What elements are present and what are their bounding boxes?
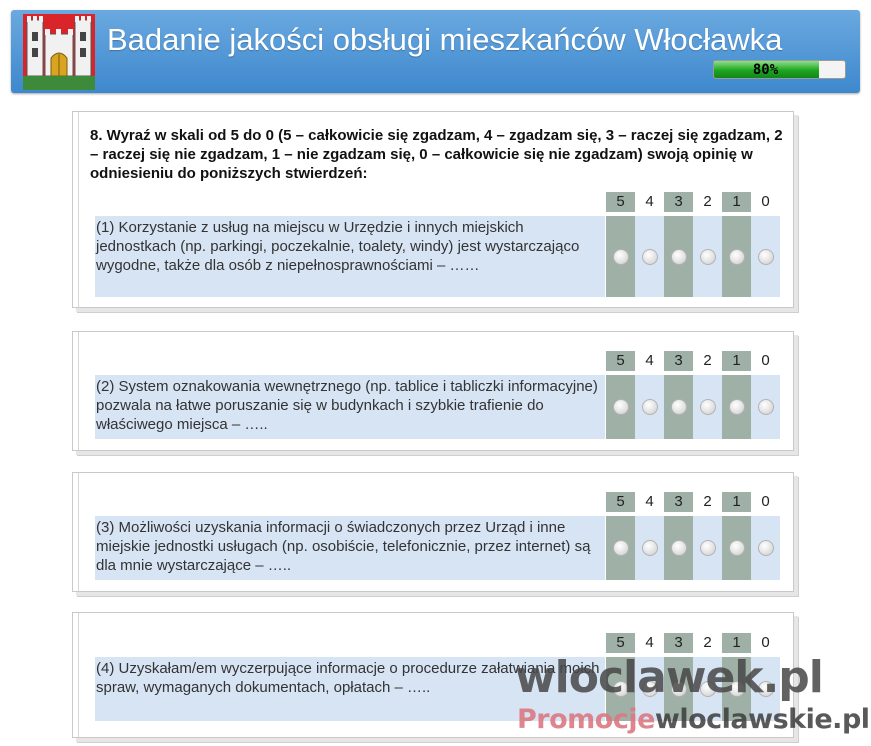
radio-option-4[interactable] bbox=[642, 540, 658, 556]
radio-option-1[interactable] bbox=[729, 399, 745, 415]
statement-text: (3) Możliwości uzyskania informacji o świadczonych przez Urząd i inne miejskie jednostki usługach (np. osobiście, telefonicznie, przez internet) są dla mnie wystarczające – ….. bbox=[95, 516, 605, 580]
scale-header bbox=[606, 351, 780, 371]
radio-option-4[interactable] bbox=[642, 399, 658, 415]
scale-label-1: 1 bbox=[722, 192, 751, 212]
scale-label-5: 5 bbox=[606, 492, 635, 512]
scale-label-4: 4 bbox=[645, 352, 654, 369]
option-cell-2 bbox=[693, 516, 722, 580]
scale-label-4: 4 bbox=[645, 493, 654, 510]
scale-label-4: 4 bbox=[645, 634, 654, 651]
option-cell-4 bbox=[635, 375, 664, 439]
radio-option-1[interactable] bbox=[729, 249, 745, 265]
radio-option-1[interactable] bbox=[729, 540, 745, 556]
city-coat-of-arms-icon bbox=[23, 14, 95, 90]
scale-label-0: 0 bbox=[761, 493, 770, 510]
option-cell-3 bbox=[664, 516, 693, 580]
scale-label-0: 0 bbox=[761, 193, 770, 210]
radio-option-0[interactable] bbox=[758, 249, 774, 265]
progress-label: 80% bbox=[752, 62, 779, 78]
statement-row-1 bbox=[95, 216, 780, 297]
statement-row-2 bbox=[95, 375, 780, 439]
watermark-promo-prefix: Promocje bbox=[517, 704, 655, 735]
radio-option-0[interactable] bbox=[758, 540, 774, 556]
scale-label-1: 1 bbox=[722, 351, 751, 371]
scale-header bbox=[606, 633, 780, 653]
radio-option-5[interactable] bbox=[613, 540, 629, 556]
option-cell-4 bbox=[635, 516, 664, 580]
scale-label-2: 2 bbox=[703, 634, 712, 651]
question-card-2 bbox=[72, 331, 794, 451]
option-cell-0 bbox=[751, 216, 780, 297]
option-cell-5 bbox=[606, 216, 635, 297]
scale-label-3: 3 bbox=[664, 633, 693, 653]
scale-label-2: 2 bbox=[703, 352, 712, 369]
radio-option-4[interactable] bbox=[642, 249, 658, 265]
scale-header bbox=[606, 492, 780, 512]
question-title: 8. Wyraź w skali od 5 do 0 (5 – całkowicie się zgadzam, 4 – zgadzam się, 3 – raczej się zgadzam, 2 – raczej się nie zgadzam, 1 – nie zgadzam się, 0 – całkowicie się nie zgadzam) swoją opinię w odniesieniu do poniższych stwierdzeń: bbox=[90, 127, 783, 182]
radio-option-2[interactable] bbox=[700, 540, 716, 556]
scale-label-4: 4 bbox=[645, 193, 654, 210]
scale-label-3: 3 bbox=[664, 192, 693, 212]
radio-option-3[interactable] bbox=[671, 540, 687, 556]
radio-option-5[interactable] bbox=[613, 249, 629, 265]
scale-label-3: 3 bbox=[664, 351, 693, 371]
option-cell-5 bbox=[606, 516, 635, 580]
option-cell-1 bbox=[722, 516, 751, 580]
question-card-3 bbox=[72, 472, 794, 592]
question-card-1 bbox=[72, 111, 794, 308]
option-cell-5 bbox=[606, 375, 635, 439]
scale-label-5: 5 bbox=[606, 192, 635, 212]
progress-bar bbox=[713, 60, 846, 79]
option-cell-2 bbox=[693, 375, 722, 439]
scale-label-0: 0 bbox=[761, 352, 770, 369]
radio-option-5[interactable] bbox=[613, 399, 629, 415]
scale-label-2: 2 bbox=[703, 493, 712, 510]
option-cell-0 bbox=[751, 375, 780, 439]
radio-option-2[interactable] bbox=[700, 399, 716, 415]
radio-option-3[interactable] bbox=[671, 399, 687, 415]
scale-label-5: 5 bbox=[606, 351, 635, 371]
radio-option-0[interactable] bbox=[758, 399, 774, 415]
survey-header bbox=[11, 10, 860, 93]
scale-label-5: 5 bbox=[606, 633, 635, 653]
option-cell-4 bbox=[635, 216, 664, 297]
watermark-site: wloclawek.pl bbox=[515, 652, 823, 703]
option-cell-1 bbox=[722, 375, 751, 439]
scale-label-0: 0 bbox=[761, 634, 770, 651]
option-cell-2 bbox=[693, 216, 722, 297]
option-cell-3 bbox=[664, 216, 693, 297]
watermark-promo bbox=[517, 704, 870, 735]
scale-label-2: 2 bbox=[703, 193, 712, 210]
scale-label-1: 1 bbox=[722, 492, 751, 512]
scale-label-1: 1 bbox=[722, 633, 751, 653]
statement-text: (4) Uzyskałam/em wyczerpujące informacje o procedurze załatwiania moich spraw, wymaganych dokumentach, opłatach – ….. bbox=[95, 657, 605, 721]
radio-option-3[interactable] bbox=[671, 249, 687, 265]
scale-label-3: 3 bbox=[664, 492, 693, 512]
option-cell-3 bbox=[664, 375, 693, 439]
statement-text: (2) System oznakowania wewnętrznego (np. tablice i tabliczki informacyjne) pozwala na łatwe poruszanie się w budynkach i szybkie trafienie do właściwego miejsca – ….. bbox=[95, 375, 605, 439]
radio-option-2[interactable] bbox=[700, 249, 716, 265]
statement-text: (1) Korzystanie z usług na miejscu w Urzędzie i innych miejskich jednostkach (np. parkingi, poczekalnie, toalety, windy) jest wystarczająco wygodne, także dla osób z niepełnosprawnościami – …… bbox=[95, 216, 605, 297]
watermark-promo-suffix: wloclawskie.pl bbox=[654, 704, 870, 735]
statement-row-3 bbox=[95, 516, 780, 580]
option-cell-0 bbox=[751, 516, 780, 580]
scale-header bbox=[606, 192, 780, 212]
option-cell-1 bbox=[722, 216, 751, 297]
page-title: Badanie jakości obsługi mieszkańców Włocławka bbox=[107, 22, 783, 57]
